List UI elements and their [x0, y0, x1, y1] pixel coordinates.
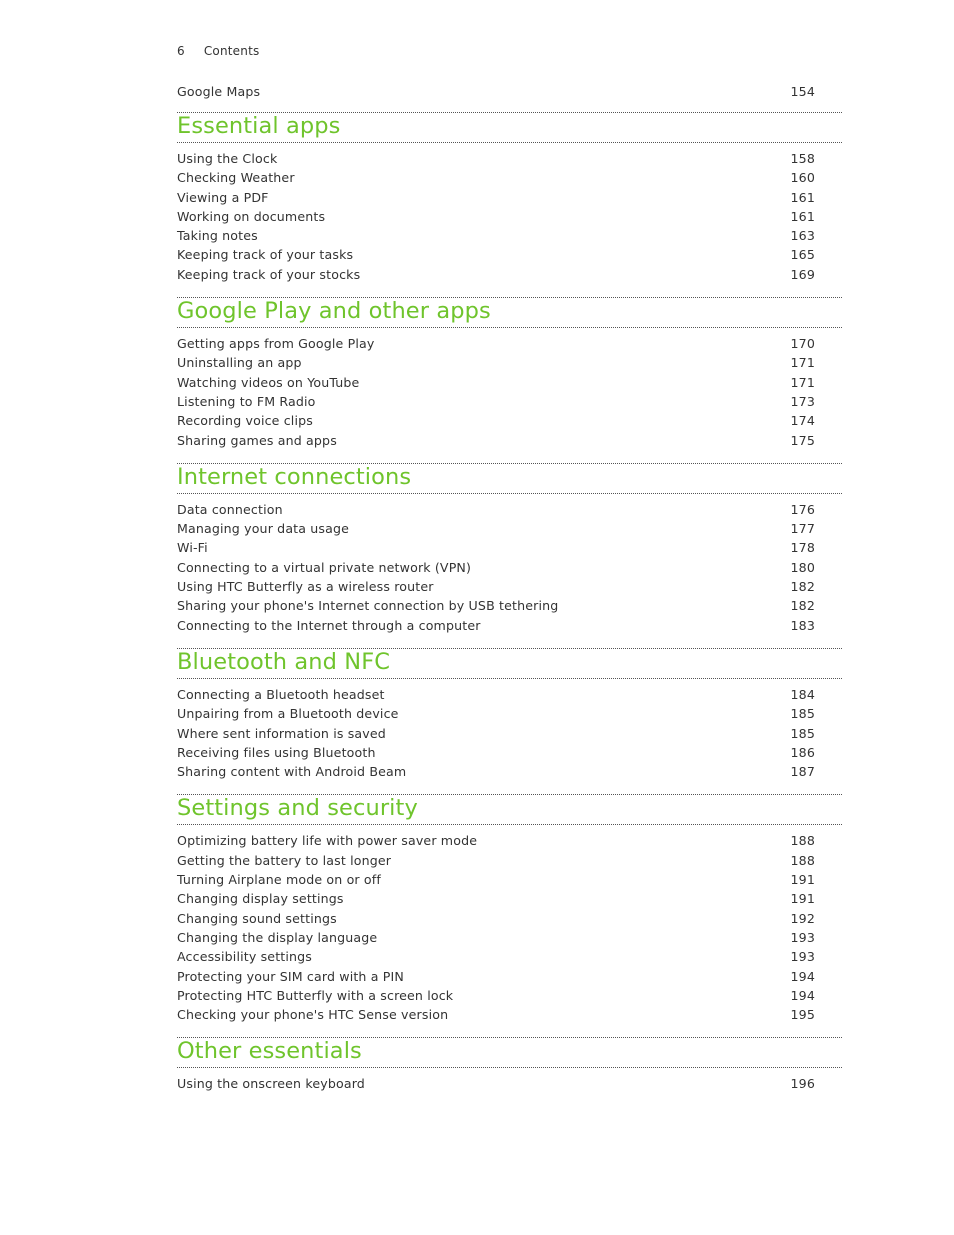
toc-entry[interactable] — [177, 431, 815, 450]
toc-section — [177, 794, 842, 1024]
toc-entry-label: Checking Weather — [177, 170, 295, 186]
section-heading-bar — [177, 794, 842, 825]
toc-entry[interactable] — [177, 538, 815, 557]
toc-entry-label: Sharing games and apps — [177, 432, 337, 448]
toc-entry-page: 182 — [790, 598, 815, 614]
toc-entry[interactable] — [177, 519, 815, 538]
toc-entry-label: Recording voice clips — [177, 413, 313, 429]
toc-entry[interactable] — [177, 168, 815, 187]
toc-entry[interactable] — [177, 188, 815, 207]
toc-entry-label: Changing the display language — [177, 929, 378, 945]
toc-entry-page: 171 — [790, 355, 815, 371]
toc-entry-label: Protecting HTC Butterfly with a screen lock — [177, 987, 454, 1003]
toc-entry-page: 173 — [790, 393, 815, 409]
toc-entry-page: 169 — [790, 266, 815, 282]
toc-entry-label: Turning Airplane mode on or off — [177, 872, 381, 888]
toc-entry-page: 193 — [790, 949, 815, 965]
toc-entry[interactable] — [177, 1005, 815, 1024]
toc-section — [177, 1037, 842, 1093]
toc-entry[interactable] — [177, 577, 815, 596]
toc-entry[interactable] — [177, 616, 815, 635]
toc-section — [177, 297, 842, 450]
toc-entry[interactable] — [177, 1074, 815, 1093]
toc-entry[interactable] — [177, 851, 815, 870]
section-entries — [177, 831, 842, 1024]
toc-entry[interactable] — [177, 685, 815, 704]
toc-entry-page: 165 — [790, 247, 815, 263]
toc-entry-label: Protecting your SIM card with a PIN — [177, 968, 404, 984]
section-heading-bar — [177, 648, 842, 679]
toc-entry[interactable] — [177, 500, 815, 519]
toc-entry-page: 160 — [790, 170, 815, 186]
toc-entry-label: Taking notes — [177, 228, 258, 244]
section-entries — [177, 1074, 842, 1093]
toc-entry[interactable] — [177, 743, 815, 762]
toc-entry-page: 191 — [790, 891, 815, 907]
toc-entry-label: Uninstalling an app — [177, 355, 302, 371]
toc-entry-label: Sharing content with Android Beam — [177, 764, 407, 780]
toc-section — [177, 112, 842, 284]
table-of-contents — [177, 82, 842, 1094]
toc-entry-label: Google Maps — [177, 84, 261, 99]
toc-entry-label: Accessibility settings — [177, 949, 313, 965]
page-header — [177, 44, 259, 58]
toc-entry[interactable] — [177, 724, 815, 743]
toc-entry-label: Using the onscreen keyboard — [177, 1076, 365, 1092]
toc-entry-label: Getting apps from Google Play — [177, 336, 375, 352]
toc-entry-page: 170 — [790, 336, 815, 352]
toc-entry-page: 174 — [790, 413, 815, 429]
toc-entry-page: 176 — [790, 501, 815, 517]
toc-entry-label: Changing display settings — [177, 891, 344, 907]
toc-entry[interactable] — [177, 558, 815, 577]
toc-entry-page: 161 — [790, 208, 815, 224]
toc-entry-label: Connecting to the Internet through a computer — [177, 617, 481, 633]
toc-entry-label: Using HTC Butterfly as a wireless router — [177, 579, 434, 595]
section-title[interactable]: Bluetooth and NFC — [177, 648, 391, 675]
section-title[interactable]: Google Play and other apps — [177, 298, 491, 325]
page-number: 6 — [177, 44, 185, 58]
toc-section — [177, 463, 842, 635]
toc-entry-label: Connecting to a virtual private network (VPN) — [177, 559, 472, 575]
top-entries — [177, 82, 842, 99]
toc-entry[interactable] — [177, 353, 815, 372]
toc-entry-page: 177 — [790, 521, 815, 537]
toc-entry-page: 187 — [790, 764, 815, 780]
toc-entry-page: 158 — [790, 151, 815, 166]
toc-entry-label: Sharing your phone's Internet connection by USB tethering — [177, 598, 559, 614]
toc-entry[interactable] — [177, 373, 815, 392]
section-entries — [177, 149, 842, 284]
section-heading-bar — [177, 463, 842, 494]
toc-entry-label: Changing sound settings — [177, 910, 337, 926]
toc-entry-label: Connecting a Bluetooth headset — [177, 686, 385, 702]
toc-entry-page: 192 — [790, 910, 815, 926]
toc-entry-page: 185 — [790, 706, 815, 722]
toc-entry-label: Using the Clock — [177, 151, 278, 166]
toc-entry-page: 182 — [790, 579, 815, 595]
toc-entry-label: Unpairing from a Bluetooth device — [177, 706, 399, 722]
toc-entry-page: 171 — [790, 374, 815, 390]
toc-entry[interactable] — [177, 831, 815, 850]
toc-entry-page: 194 — [790, 968, 815, 984]
toc-entry-page: 183 — [790, 617, 815, 633]
toc-entry[interactable] — [177, 909, 815, 928]
section-title[interactable]: Other essentials — [177, 1038, 362, 1065]
toc-entry-label: Optimizing battery life with power saver mode — [177, 833, 478, 849]
toc-entry-label: Listening to FM Radio — [177, 393, 316, 409]
section-heading-bar — [177, 112, 842, 143]
toc-entry-page: 154 — [790, 84, 815, 99]
section-entries — [177, 500, 842, 635]
toc-entry-page: 188 — [790, 833, 815, 849]
section-entries — [177, 685, 842, 781]
toc-entry[interactable] — [177, 596, 815, 615]
toc-entry[interactable] — [177, 149, 815, 168]
toc-entry[interactable] — [177, 334, 815, 353]
toc-entry-label: Viewing a PDF — [177, 189, 269, 205]
toc-section — [177, 648, 842, 781]
toc-entry-page: 193 — [790, 929, 815, 945]
toc-entry-page: 191 — [790, 872, 815, 888]
toc-entry-page: 188 — [790, 852, 815, 868]
toc-entry-page: 163 — [790, 228, 815, 244]
toc-entry-page: 185 — [790, 725, 815, 741]
toc-entry[interactable] — [177, 928, 815, 947]
toc-entry[interactable] — [177, 967, 815, 986]
toc-entry-label: Receiving files using Bluetooth — [177, 744, 376, 760]
toc-entry-label: Keeping track of your stocks — [177, 266, 361, 282]
toc-entry-label: Where sent information is saved — [177, 725, 386, 741]
section-title[interactable]: Settings and security — [177, 795, 418, 822]
toc-entry[interactable] — [177, 947, 815, 966]
toc-entry-page: 161 — [790, 189, 815, 205]
toc-entry-label: Managing your data usage — [177, 521, 350, 537]
toc-entry[interactable] — [177, 704, 815, 723]
toc-entry[interactable] — [177, 762, 815, 781]
toc-entry-page: 175 — [790, 432, 815, 448]
toc-entry[interactable] — [177, 265, 815, 284]
toc-entry[interactable] — [177, 870, 815, 889]
toc-entry[interactable] — [177, 245, 815, 264]
toc-entry[interactable] — [177, 207, 815, 226]
section-title[interactable]: Essential apps — [177, 113, 341, 139]
running-title: Contents — [203, 44, 260, 58]
toc-entry-label: Data connection — [177, 501, 283, 517]
toc-entry[interactable] — [177, 889, 815, 908]
section-title[interactable]: Internet connections — [177, 463, 412, 490]
sections-container — [177, 112, 842, 1094]
toc-entry-label: Working on documents — [177, 208, 326, 224]
toc-entry-page: 196 — [790, 1076, 815, 1092]
section-heading-bar — [177, 297, 842, 328]
toc-entry-page: 195 — [790, 1007, 815, 1023]
toc-entry-page: 194 — [790, 987, 815, 1003]
toc-entry[interactable] — [177, 392, 815, 411]
toc-entry[interactable] — [177, 411, 815, 430]
toc-entry-label: Watching videos on YouTube — [177, 374, 360, 390]
toc-entry-page: 178 — [790, 540, 815, 556]
toc-entry[interactable] — [177, 986, 815, 1005]
toc-entry-page: 186 — [790, 744, 815, 760]
toc-entry-label: Checking your phone's HTC Sense version — [177, 1007, 449, 1023]
toc-entry-page: 184 — [790, 686, 815, 702]
toc-entry-page: 180 — [790, 559, 815, 575]
toc-entry-label: Keeping track of your tasks — [177, 247, 354, 263]
section-entries — [177, 334, 842, 450]
toc-entry-label: Getting the battery to last longer — [177, 852, 392, 868]
section-heading-bar — [177, 1037, 842, 1068]
toc-entry[interactable] — [177, 82, 815, 99]
toc-entry[interactable] — [177, 226, 815, 245]
toc-entry-label: Wi-Fi — [177, 540, 208, 556]
